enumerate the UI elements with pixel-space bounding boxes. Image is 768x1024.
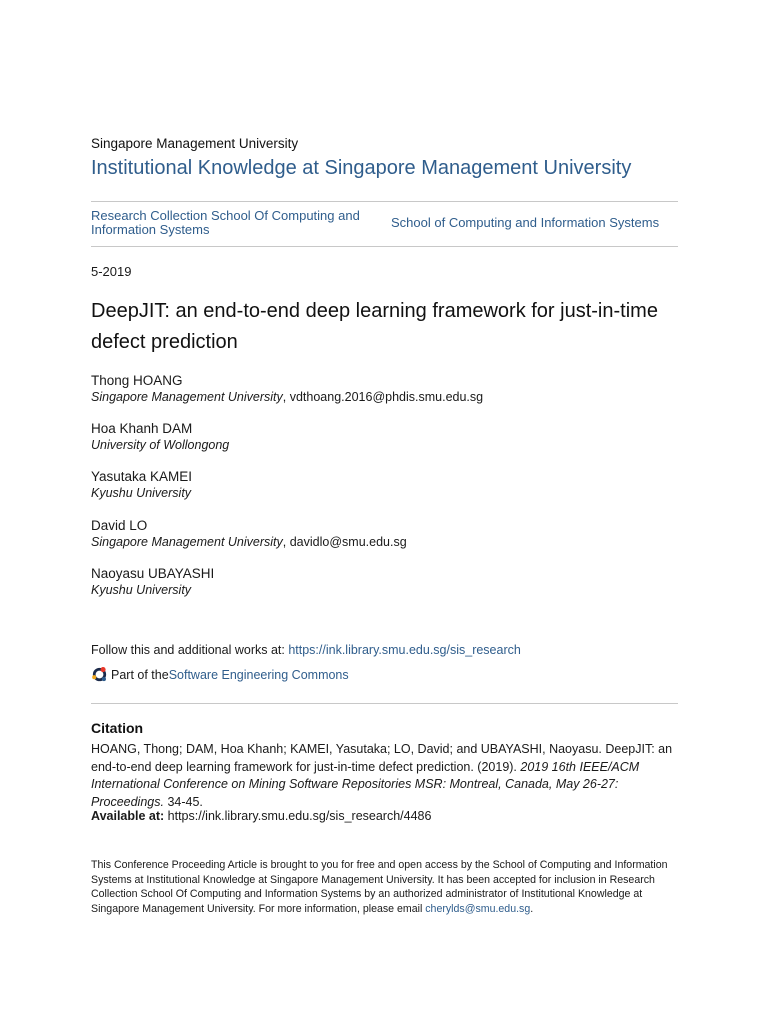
- author-affiliation: Singapore Management University, davidlo@smu.edu.sg: [91, 535, 407, 549]
- part-of-line: Part of the Software Engineering Commons: [91, 666, 349, 683]
- citation-heading: Citation: [91, 720, 144, 736]
- author-email-link[interactable]: , davidlo@smu.edu.sg: [282, 535, 407, 549]
- author-affiliation: Singapore Management University, vdthoang.2016@phdis.smu.edu.sg: [91, 390, 484, 404]
- repository-title-link[interactable]: Institutional Knowledge at Singapore Management University: [91, 157, 632, 179]
- repository-url-link[interactable]: https://ink.library.smu.edu.sg/sis_research: [288, 643, 521, 657]
- divider-collections: [91, 246, 678, 247]
- access-notice: This Conference Proceeding Article is brought to you for free and open access by the School of Computing and Information Systems at Institutional Knowledge at Singapore Management University. It has been accepted for inclusion in Research Collection School Of Computing and Information Systems by an authorized administrator of Institutional Knowledge at Singapore Management University. For more information, please email cherylds@smu.edu.sg.: [91, 859, 668, 915]
- author-block: [91, 469, 192, 500]
- software-engineering-commons-link[interactable]: Software Engineering Commons: [168, 667, 349, 682]
- author-block: [91, 421, 229, 452]
- author-affiliation: Kyushu University: [91, 583, 192, 597]
- author-name: David LO: [91, 518, 148, 533]
- paper-title: DeepJIT: an end-to-end deep learning framework for just-in-time defect prediction: [91, 300, 658, 353]
- available-url: https://ink.library.smu.edu.sg/sis_research/4486: [164, 809, 432, 823]
- author-name: Naoyasu UBAYASHI: [91, 566, 215, 581]
- author-affiliation: University of Wollongong: [91, 438, 230, 452]
- citation-text: HOANG, Thong; DAM, Hoa Khanh; KAMEI, Yasutaka; LO, David; and UBAYASHI, Naoyasu. DeepJIT: an end-to-end deep learning framework for just-in-time defect prediction. (2019). 2019 16th IEEE/ACM International Conference on Mining Software Repositories MSR: Montreal, Canada, May 26-27: Proceedings. 34-45.: [91, 742, 673, 809]
- collection-link-primary[interactable]: Research Collection School Of Computing and Information Systems: [91, 208, 360, 237]
- available-at-line: Available at: https://ink.library.smu.edu.sg/sis_research/4486: [91, 809, 432, 823]
- author-name: Hoa Khanh DAM: [91, 421, 193, 436]
- divider-top: [91, 201, 678, 202]
- author-block: [91, 518, 407, 549]
- author-email-link[interactable]: , vdthoang.2016@phdis.smu.edu.sg: [282, 390, 484, 404]
- author-block: [91, 373, 483, 404]
- divider-citation: [91, 703, 678, 704]
- author-affiliation: Kyushu University: [91, 486, 192, 500]
- collection-link-secondary[interactable]: School of Computing and Information Systems: [391, 215, 660, 230]
- follow-line: Follow this and additional works at: https://ink.library.smu.edu.sg/sis_research: [91, 643, 521, 657]
- author-name: Yasutaka KAMEI: [91, 469, 193, 484]
- author-block: [91, 566, 214, 597]
- publication-date: 5-2019: [91, 264, 132, 279]
- author-name: Thong HOANG: [91, 373, 183, 388]
- organization-name: Singapore Management University: [91, 136, 299, 151]
- contact-email-link[interactable]: cherylds@smu.edu.sg: [425, 902, 531, 915]
- commons-network-icon: [91, 666, 108, 683]
